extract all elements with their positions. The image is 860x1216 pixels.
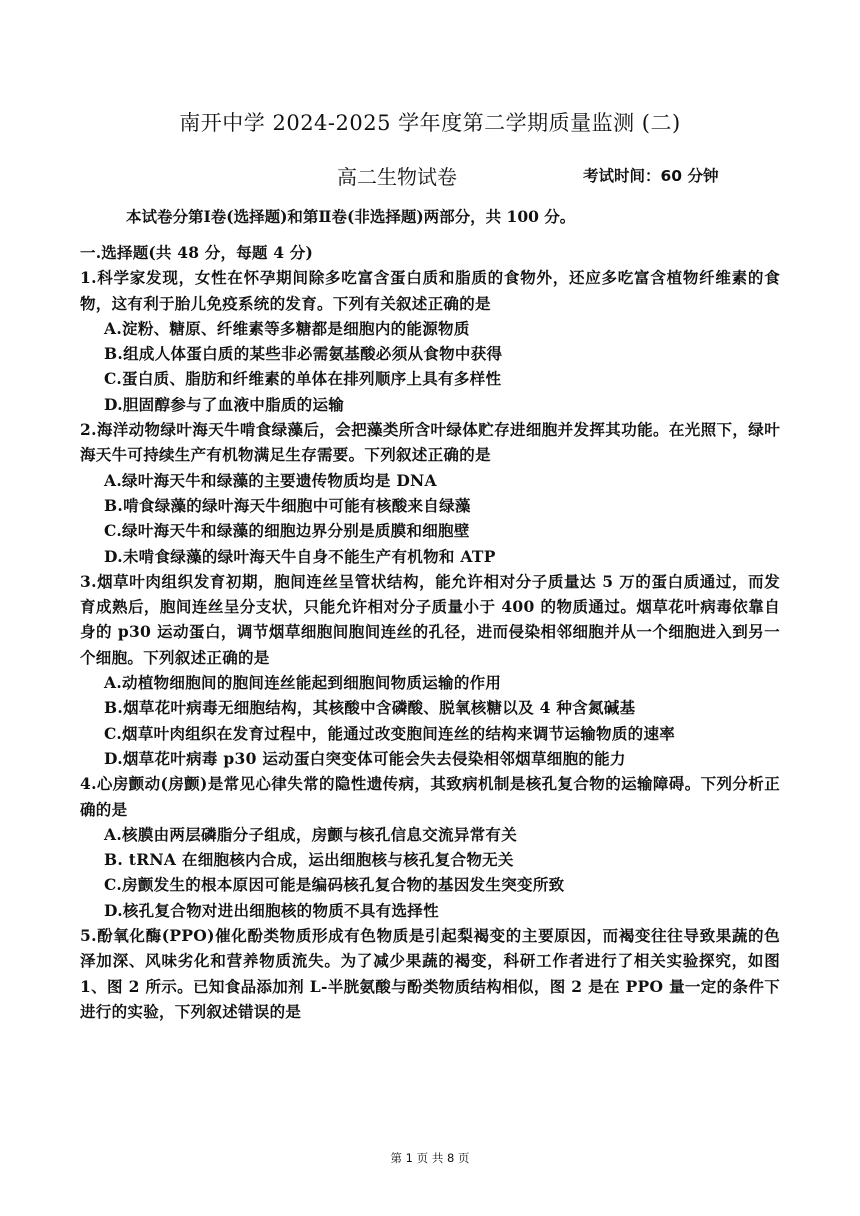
- exam-time: 考试时间：60 分钟: [583, 167, 719, 185]
- option-d: D.胆固醇参与了血液中脂质的运输: [104, 394, 345, 414]
- option-d: D.烟草花叶病毒 p30 运动蛋白突变体可能会失去侵染相邻烟草细胞的能力: [104, 748, 626, 768]
- question-stem: 4.心房颤动(房颤)是常见心律失常的隐性遗传病，其致病机制是核孔复合物的运输障碍。下列分析正确的是: [80, 774, 780, 819]
- section-heading: 一.选择题(共 48 分，每题 4 分): [80, 243, 314, 262]
- option-c: C.房颤发生的根本原因可能是编码核孔复合物的基因发生突变所致: [104, 875, 565, 895]
- question-1: [80, 265, 780, 417]
- option-a: A.绿叶海天牛和绿藻的主要遗传物质均是 DNA: [104, 470, 437, 490]
- question-stem: 1.科学家发现，女性在怀孕期间除多吃富含蛋白质和脂质的食物外，还应多吃富含植物纤维素的食物，这有利于胎儿免疫系统的发育。下列有关叙述正确的是: [80, 268, 780, 313]
- option-b: B.啃食绿藻的绿叶海天牛细胞中可能有核酸来自绿藻: [104, 495, 471, 515]
- question-5: [80, 923, 780, 1024]
- option-a: A.动植物细胞间的胞间连丝能起到细胞间物质运输的作用: [104, 673, 502, 693]
- question-4: [80, 771, 780, 923]
- option-a: A.核膜由两层磷脂分子组成，房颤与核孔信息交流异常有关: [104, 824, 518, 844]
- page-footer: 第 1 页 共 8 页: [390, 1151, 470, 1165]
- exam-title: 南开中学 2024-2025 学年度第二学期质量监测 (二): [179, 111, 681, 135]
- question-3: [80, 569, 780, 771]
- option-c: C.绿叶海天牛和绿藻的细胞边界分别是质膜和细胞壁: [104, 521, 470, 541]
- option-a: A.淀粉、糖原、纤维素等多糖都是细胞内的能源物质: [104, 318, 470, 338]
- option-c: C.烟草叶肉组织在发育过程中，能通过改变胞间连丝的结构来调节运输物质的速率: [104, 723, 676, 743]
- question-stem: 3.烟草叶肉组织发育初期，胞间连丝呈管状结构，能允许相对分子质量达 5 万的蛋白质通过，而发育成熟后，胞间连丝呈分支状，只能允许相对分子质量小于 400 的物质通过。烟草花叶病毒依靠自身的 p30 运动蛋白，调节烟草细胞间胞间连丝的孔径，进而侵染相邻细胞并从一个细胞进入到另一个细胞。下列叙述正确的是: [80, 571, 780, 667]
- question-section: [80, 240, 780, 1024]
- option-d: D.未啃食绿藻的绿叶海天牛自身不能生产有机物和 ATP: [104, 546, 496, 566]
- question-stem: 2.海洋动物绿叶海天牛啃食绿藻后，会把藻类所含叶绿体贮存进细胞并发挥其功能。在光照下，绿叶海天牛可持续生产有机物满足生存需要。下列叙述正确的是: [80, 420, 780, 465]
- exam-subtitle: 高二生物试卷: [337, 165, 457, 189]
- option-d: D.核孔复合物对进出细胞核的物质不具有选择性: [104, 900, 439, 920]
- option-b: B.组成人体蛋白质的某些非必需氨基酸必须从食物中获得: [104, 344, 503, 364]
- option-c: C.蛋白质、脂肪和纤维素的单体在排列顺序上具有多样性: [104, 369, 502, 389]
- option-b: B. tRNA 在细胞核内合成，运出细胞核与核孔复合物无关: [104, 850, 514, 870]
- option-b: B.烟草花叶病毒无细胞结构，其核酸中含磷酸、脱氧核糖以及 4 种含氮碱基: [104, 698, 636, 718]
- question-2: [80, 417, 780, 569]
- exam-intro: 本试卷分第Ⅰ卷(选择题)和第Ⅱ卷(非选择题)两部分，共 100 分。: [126, 207, 576, 226]
- question-stem: 5.酚氧化酶(PPO)催化酚类物质形成有色物质是引起梨褐变的主要原因，而褐变往往导致果蔬的色泽加深、风味劣化和营养物质流失。为了减少果蔬的褐变，科研工作者进行了相关实验探究，如图 1、图 2 所示。已知食品添加剂 L-半胱氨酸与酚类物质结构相似，图 2 是在 PPO 量一定的条件下进行的实验，下列叙述错误的是: [80, 926, 780, 1021]
